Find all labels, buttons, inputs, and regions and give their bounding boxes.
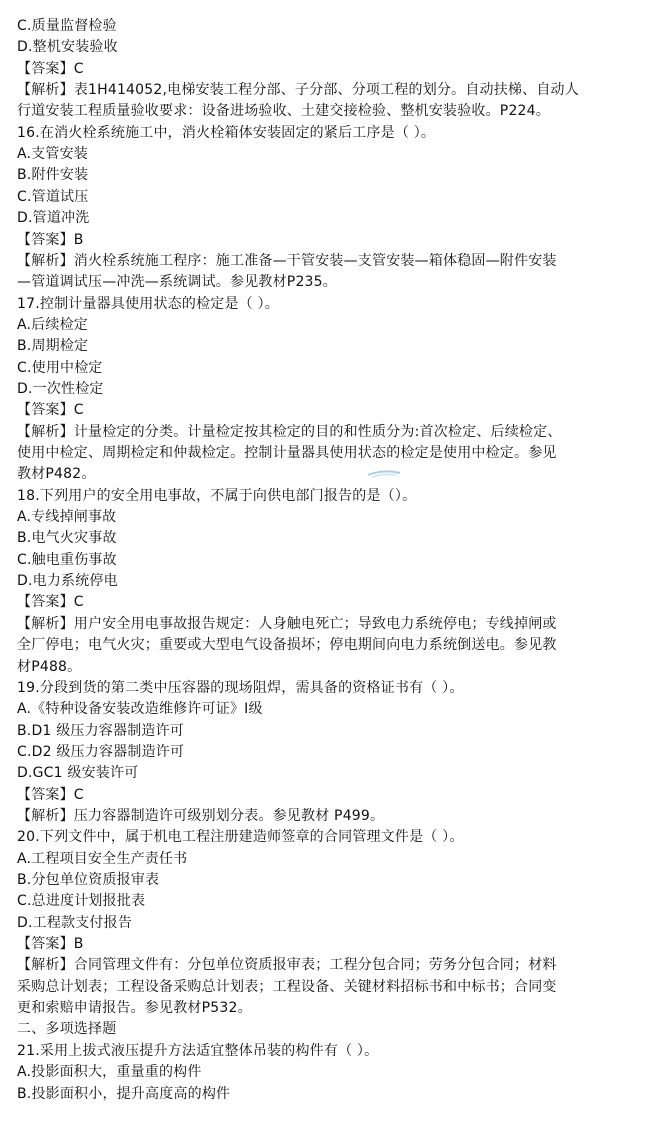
text-line: 更和索赔申请报告。参见教材P532。: [17, 1000, 252, 1017]
analysis-line: 【解析】合同管理文件有：分包单位资质报审表；工程分包合同；劳务分包合同；材料: [17, 957, 557, 974]
answer-line: 【答案】C: [17, 594, 84, 611]
watermark-swoosh: [366, 467, 402, 479]
analysis-line: 【解析】表1H414052,电梯安装工程分部、子分部、分项工程的划分。自动扶梯、自动人: [17, 82, 579, 99]
option-line: B.分包单位资质报审表: [17, 872, 160, 888]
question-line: 19.分段到货的第二类中压容器的现场阻焊，需具备的资格证书有（ ）。: [17, 679, 464, 696]
answer-line: 【答案】C: [17, 402, 84, 419]
option-line: D.整机安装验收: [17, 39, 118, 56]
option-line: C.D2 级压力容器制造许可: [17, 743, 185, 760]
analysis-line: 【解析】压力容器制造许可级别划分表。参见教材 P499。: [17, 807, 385, 824]
option-line: C.触电重伤事故: [17, 551, 117, 568]
text-line: 行道安装工程质量验收要求：设备进场验收、土建交接检验、整机安装验收。P224。: [17, 103, 550, 120]
answer-line: 【答案】B: [17, 936, 84, 953]
analysis-line: 【解析】用户安全用电事故报告规定：人身触电死亡；导致电力系统停电；专线掉闸或: [17, 615, 557, 632]
text-line: 教材P482。: [17, 466, 96, 483]
option-line: C.总进度计划报批表: [17, 893, 146, 910]
question-line: 21.采用上拔式液压提升方法适宜整体吊装的构件有（ ）。: [17, 1042, 379, 1059]
question-line: 17.控制计量器具使用状态的检定是（ ）。: [17, 295, 279, 312]
answer-line: 【答案】C: [17, 60, 84, 77]
text-line: 全厂停电；电气火灾；重要或大型电气设备损坏；停电期间向电力系统倒送电。参见教: [17, 637, 557, 654]
answer-line: 【答案】C: [17, 786, 84, 803]
option-line: A.工程项目安全生产责任书: [17, 850, 188, 867]
text-line: 采购总计划表；工程设备采购总计划表；工程设备、关键材料招标书和中标书；合同变: [17, 978, 557, 995]
analysis-line: 【解析】计量检定的分类。计量检定按其检定的目的和性质分为:首次检定、后续检定、: [17, 423, 562, 440]
option-line: B.投影面积小，提升高度高的构件: [17, 1085, 231, 1102]
question-line: 16.在消火栓系统施工中，消火栓箱体安装固定的紧后工序是（ ）。: [17, 124, 436, 141]
option-line: B.电气火灾事故: [17, 530, 117, 547]
option-line: D.电力系统停电: [17, 573, 118, 590]
option-line: C.使用中检定: [17, 359, 103, 376]
answer-line: 【答案】B: [17, 231, 84, 248]
option-line: C.质量监督检验: [17, 18, 117, 34]
analysis-line: 【解析】消火栓系统施工程序：施工准备—干管安装—支管安装—箱体稳固—附件安装: [17, 252, 557, 269]
option-line: D.管道冲洗: [17, 210, 90, 227]
option-line: A.专线掉闸事故: [17, 509, 117, 526]
option-line: D.GC1 级安装许可: [17, 765, 139, 782]
text-line: —管道调试压—冲洗—系统调试。参见教材P235。: [17, 274, 337, 291]
option-line: D.工程款支付报告: [17, 914, 133, 931]
option-line: A.《特种设备安装改造维修许可证》Ⅰ级: [17, 701, 263, 718]
text-line: 材P488。: [17, 658, 82, 675]
text-line: 使用中检定、周期检定和仲裁检定。控制计量器具使用状态的检定是使用中检定。参见: [17, 445, 557, 461]
question-line: 18.下列用户的安全用电事故，不属于向供电部门报告的是（）。: [17, 487, 417, 504]
section-heading: 二、多项选择题: [17, 1021, 117, 1038]
option-line: A.后续检定: [17, 316, 88, 333]
option-line: B.D1 级压力容器制造许可: [17, 722, 184, 739]
option-line: D.一次性检定: [17, 380, 104, 397]
option-line: A.投影面积大，重量重的构件: [17, 1064, 202, 1081]
question-line: 20.下列文件中，属于机电工程注册建造师签章的合同管理文件是（ ）。: [17, 829, 464, 846]
option-line: C.管道试压: [17, 188, 89, 205]
option-line: B.周期检定: [17, 338, 89, 355]
option-line: A.支管安装: [17, 146, 88, 163]
option-line: B.附件安装: [17, 167, 89, 184]
